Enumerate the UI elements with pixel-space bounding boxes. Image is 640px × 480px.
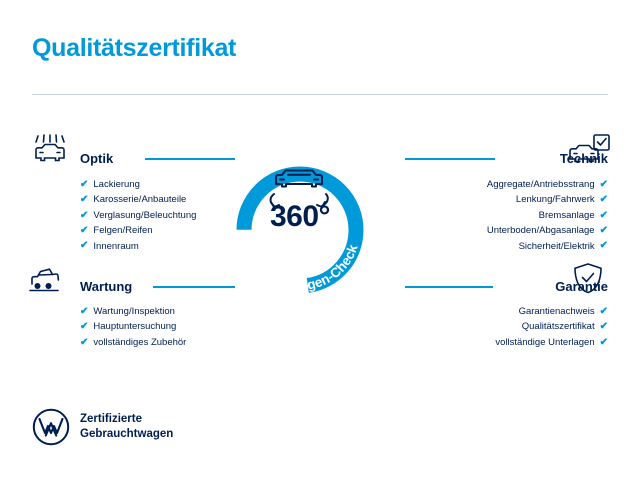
- list-item: [80, 192, 196, 207]
- check-icon: ✔: [80, 224, 89, 236]
- list-item: [348, 177, 608, 192]
- badge-360-check: [224, 148, 376, 300]
- list-item: [348, 335, 608, 350]
- title-divider: [32, 94, 608, 95]
- list-item-label: Aggregate/Antriebsstrang: [486, 179, 595, 190]
- check-icon: ✔: [80, 336, 89, 348]
- check-icon: ✔: [599, 336, 608, 348]
- section-rule-optik: [145, 158, 235, 160]
- list-item-label: Wartung/Inspektion: [93, 306, 175, 317]
- list-item-label: Garantienachweis: [518, 306, 595, 317]
- vw-logo: [32, 408, 70, 451]
- page-title: Qualitätszertifikat: [32, 34, 237, 62]
- list-item-label: vollständige Unterlagen: [495, 336, 595, 348]
- section-list-garantie: [348, 304, 608, 350]
- check-icon: ✔: [80, 240, 89, 252]
- car-lift-icon: [28, 262, 72, 303]
- list-item-label: Hauptuntersuchung: [93, 321, 177, 333]
- check-icon: ✔: [80, 178, 89, 190]
- list-item: [348, 208, 608, 223]
- list-item-label: Bremsanlage: [538, 209, 595, 221]
- section-heading-technik: Technik: [559, 151, 608, 166]
- footer-text: [80, 412, 173, 442]
- footer-line-1: Zertifizierte: [80, 413, 142, 425]
- list-item-label: Felgen/Reifen: [93, 225, 153, 237]
- list-item-label: Unterboden/Abgasanlage: [486, 225, 595, 237]
- section-rule-wartung: [153, 286, 235, 288]
- section-heading-garantie: Garantie: [555, 279, 608, 294]
- check-icon: ✔: [599, 209, 608, 221]
- check-icon: ✔: [599, 321, 608, 333]
- list-item-label: Verglasung/Beleuchtung: [93, 209, 197, 221]
- list-item: [348, 239, 608, 254]
- badge-arc-label: Gebrauchtwagen-Check: [239, 242, 361, 294]
- section-rule-technik: [405, 158, 495, 160]
- section-heading-optik: Optik: [80, 151, 114, 166]
- check-icon: ✔: [80, 194, 89, 206]
- list-item: [348, 223, 608, 238]
- car-wash-icon: [28, 134, 72, 175]
- list-item-label: Lenkung/Fahrwerk: [515, 194, 595, 206]
- list-item-label: Sicherheit/Elektrik: [518, 240, 595, 252]
- svg-text:Gebrauchtwagen-Check: [239, 242, 360, 293]
- list-item: [80, 319, 186, 334]
- check-icon: ✔: [599, 194, 608, 206]
- section-list-optik: [80, 177, 196, 254]
- list-item: [348, 304, 608, 319]
- list-item-label: Lackierung: [93, 179, 140, 190]
- check-icon: ✔: [599, 240, 608, 252]
- section-rule-garantie: [405, 286, 493, 288]
- list-item: [348, 192, 608, 207]
- list-item: [80, 177, 196, 192]
- list-item: [80, 208, 196, 223]
- list-item: [80, 239, 196, 254]
- section-list-technik: [348, 177, 608, 254]
- list-item: [80, 335, 186, 350]
- check-icon: ✔: [599, 305, 608, 317]
- check-icon: ✔: [599, 178, 608, 190]
- footer-line-2: Gebrauchtwagen: [80, 428, 174, 440]
- list-item-label: Qualitätszertifikat: [521, 321, 595, 333]
- check-icon: ✔: [80, 209, 89, 221]
- list-item-label: Karosserie/Anbauteile: [93, 194, 187, 206]
- check-icon: ✔: [599, 224, 608, 236]
- list-item-label: Innenraum: [93, 240, 139, 252]
- check-icon: ✔: [80, 321, 89, 333]
- check-icon: ✔: [80, 305, 89, 317]
- section-list-wartung: [80, 304, 186, 350]
- section-heading-wartung: Wartung: [80, 279, 133, 294]
- badge-degrees: 360°: [269, 200, 331, 233]
- list-item: [80, 304, 186, 319]
- list-item: [348, 319, 608, 334]
- list-item: [80, 223, 196, 238]
- list-item-label: vollständiges Zubehör: [93, 336, 187, 348]
